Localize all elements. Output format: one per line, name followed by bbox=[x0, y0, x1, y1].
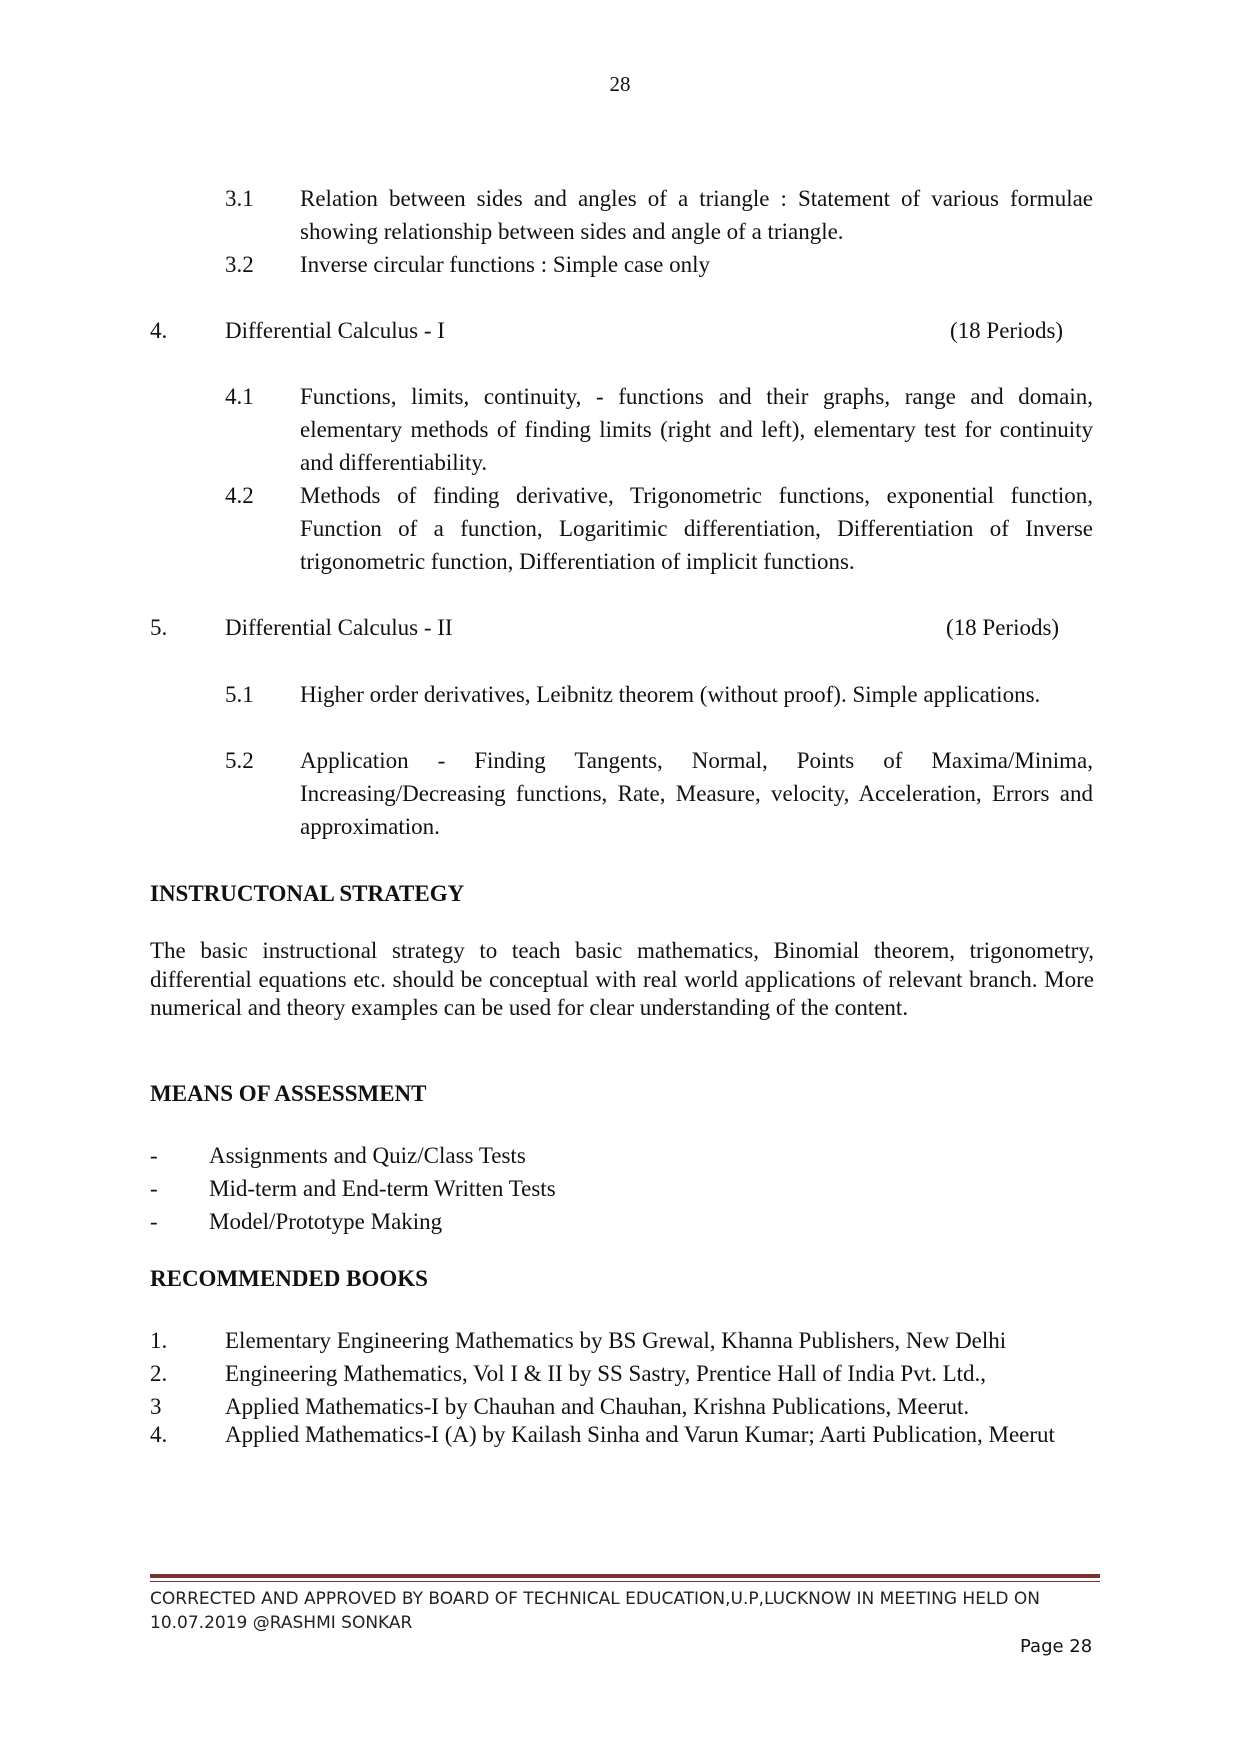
assessment-heading: MEANS OF ASSESSMENT bbox=[150, 1081, 427, 1106]
footer-rule-thin bbox=[150, 1581, 1100, 1582]
unit-4-title: Differential Calculus - I bbox=[225, 318, 445, 343]
assessment-bullet: - bbox=[150, 1176, 158, 1201]
item-3-1-text: Relation between sides and angles of a triangle : Statement of various formulae showing relationship between sides and angle of a triangle. bbox=[300, 186, 1093, 244]
item-5-1-text: Higher order derivatives, Leibnitz theorem (without proof). Simple applications. bbox=[300, 682, 1041, 707]
unit-5-periods: (18 Periods) bbox=[946, 615, 1060, 640]
assessment-item: Model/Prototype Making bbox=[209, 1209, 443, 1234]
item-3-2-number: 3.2 bbox=[225, 252, 254, 277]
page-number-top: 28 bbox=[609, 72, 631, 96]
item-4-1-number: 4.1 bbox=[225, 384, 254, 409]
item-4-2-number: 4.2 bbox=[225, 483, 254, 508]
strategy-paragraph: The basic instructional strategy to teach basic mathematics, Binomial theorem, trigonometry, differential equations etc. should be conceptual with real world applications of relevant branch. More numerical and theory examples can be used for clear understanding of the content. bbox=[150, 938, 1094, 1020]
book-number: 1. bbox=[150, 1328, 168, 1353]
item-5-1-number: 5.1 bbox=[225, 682, 254, 707]
footer-rule bbox=[150, 1574, 1100, 1578]
book-text: Elementary Engineering Mathematics by BS Grewal, Khanna Publishers, New Delhi bbox=[225, 1328, 1007, 1353]
book-number: 4. bbox=[150, 1422, 168, 1447]
assessment-bullet: - bbox=[150, 1143, 158, 1168]
assessment-item: Mid-term and End-term Written Tests bbox=[209, 1176, 556, 1201]
book-number: 2. bbox=[150, 1361, 168, 1386]
item-3-1-number: 3.1 bbox=[225, 186, 254, 211]
books-heading: RECOMMENDED BOOKS bbox=[150, 1266, 428, 1291]
item-4-2-text: Methods of finding derivative, Trigonometric functions, exponential function, Function of a function, Logaritimic differentiation, Differentiation of Inverse trigonometric function, Differentiation of implicit functions. bbox=[300, 483, 1093, 574]
assessment-item: Assignments and Quiz/Class Tests bbox=[209, 1143, 526, 1168]
unit-4-periods: (18 Periods) bbox=[950, 318, 1064, 343]
item-5-2-text: Application - Finding Tangents, Normal, Points of Maxima/Minima, Increasing/Decreasing functions, Rate, Measure, velocity, Acceleration, Errors and approximation. bbox=[300, 748, 1093, 839]
book-text: Engineering Mathematics, Vol I & II by SS Sastry, Prentice Hall of India Pvt. Ltd., bbox=[225, 1361, 987, 1386]
assessment-bullet: - bbox=[150, 1209, 158, 1234]
item-3-2-text: Inverse circular functions : Simple case only bbox=[300, 252, 711, 277]
book-text: Applied Mathematics-I (A) by Kailash Sinha and Varun Kumar; Aarti Publication, Meerut bbox=[225, 1422, 1055, 1447]
footer-text: CORRECTED AND APPROVED BY BOARD OF TECHNICAL EDUCATION,U.P,LUCKNOW IN MEETING HELD ON 10.07.2019 @RASHMI SONKAR bbox=[150, 1589, 1041, 1633]
unit-5-title: Differential Calculus - II bbox=[225, 615, 453, 640]
item-4-1-text: Functions, limits, continuity, - functions and their graphs, range and domain, elementary methods of finding limits (right and left), elementary test for continuity and differentiability. bbox=[300, 384, 1093, 475]
book-number: 3 bbox=[150, 1394, 162, 1419]
unit-5-number: 5. bbox=[150, 615, 168, 640]
unit-4-number: 4. bbox=[150, 318, 168, 343]
item-5-2-number: 5.2 bbox=[225, 748, 254, 773]
strategy-heading: INSTRUCTONAL STRATEGY bbox=[150, 881, 465, 906]
book-text: Applied Mathematics-I by Chauhan and Chauhan, Krishna Publications, Meerut. bbox=[225, 1394, 970, 1419]
footer-page-label: Page 28 bbox=[1020, 1636, 1093, 1657]
